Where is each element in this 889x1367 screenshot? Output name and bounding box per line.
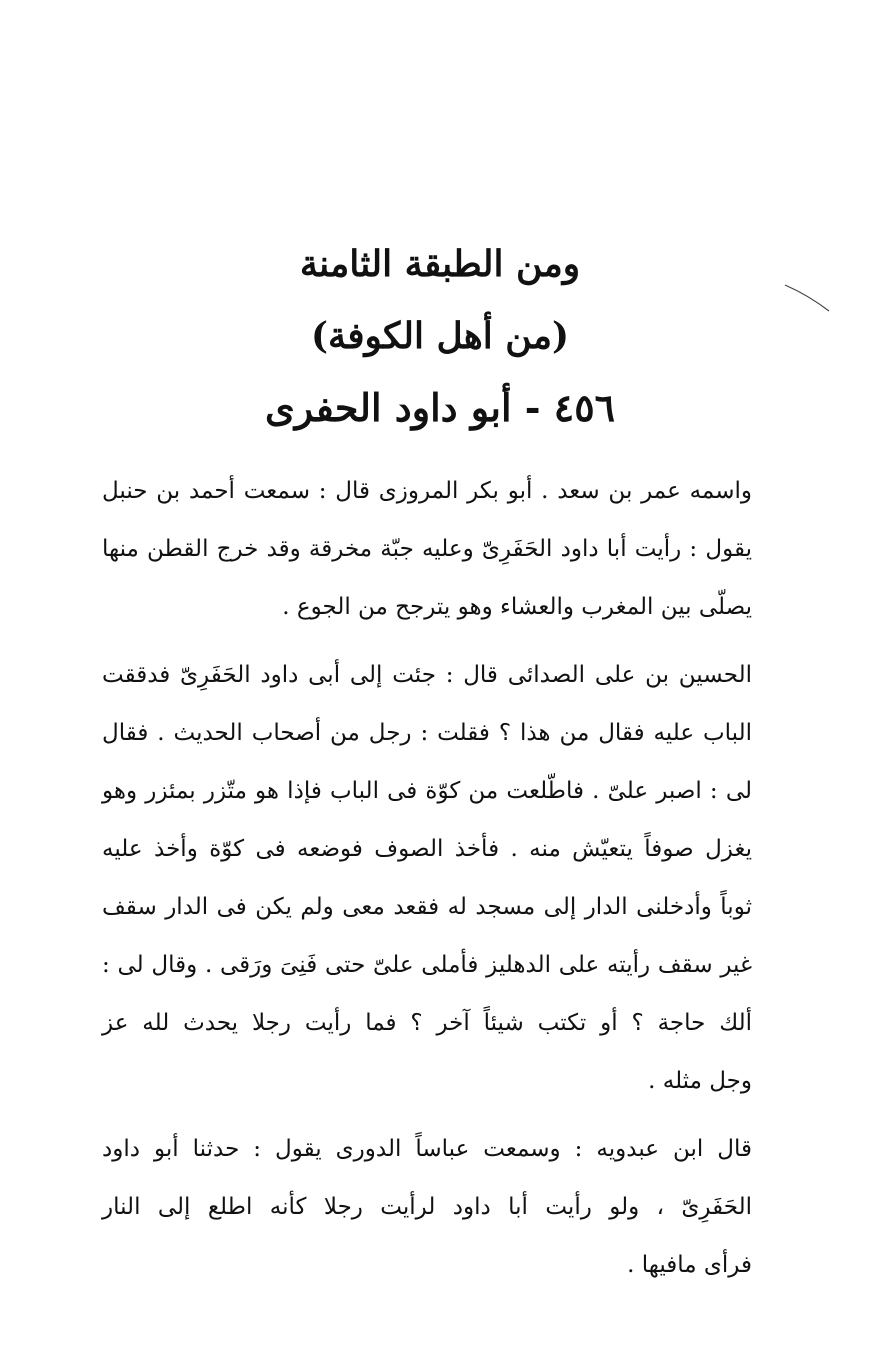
text-line: واسمه عمر بن سعد . أبو بكر المروزى قال : سمعت أحمد بن حنبل [102, 478, 752, 504]
paragraph [102, 462, 752, 636]
stray-pen-mark [783, 283, 833, 313]
text-line: فرأى مافيها . [627, 1252, 752, 1278]
text-line: ألك حاجة ؟ أو تكتب شيئاً آخر ؟ فما رأيت رجلا يحدث لله عز [102, 1010, 752, 1036]
section-heading: ومن الطبقة الثامنة [299, 243, 581, 285]
entry-title: ٤٥٦ - أبو داود الحفرى [264, 385, 616, 430]
text-line: يصلّى بين المغرب والعشاء وهو يترجح من الجوع . [282, 594, 752, 620]
text-line: الحَفَرِىّ ، ولو رأيت أبا داود لرأيت رجلا كأنه اطلع إلى النار [102, 1194, 752, 1220]
heading-block [180, 228, 700, 444]
body-text [102, 462, 752, 1294]
text-line: وجل مثله . [648, 1068, 752, 1094]
section-subheading: (من أهل الكوفة) [310, 315, 570, 357]
text-line: ثوباً وأدخلنى الدار إلى مسجد له فقعد معى ولم يكن فى الدار سقف [102, 894, 752, 920]
paragraph [102, 1120, 752, 1294]
text-line: يقول : رأيت أبا داود الحَفَرِىّ وعليه جبّة مخرقة وقد خرج القطن منها [102, 536, 752, 562]
text-line: غير سقف رأيته على الدهليز فأملى علىّ حتى فَنِىَ ورَقى . وقال لى : [102, 952, 752, 978]
paragraph [102, 646, 752, 1110]
text-line: يغزل صوفاً يتعيّش منه . فأخذ الصوف فوضعه فى كوّة وأخذ عليه [102, 836, 752, 862]
text-line: لى : اصبر علىّ . فاطّلعت من كوّة فى الباب فإذا هو متّزر بمئزر وهو [102, 778, 752, 804]
text-line: قال ابن عبدويه : وسمعت عباساً الدورى يقول : حدثنا أبو داود [102, 1136, 752, 1162]
text-line: الحسين بن على الصدائى قال : جئت إلى أبى داود الحَفَرِىّ فدققت [102, 662, 752, 688]
text-line: الباب عليه فقال من هذا ؟ فقلت : رجل من أصحاب الحديث . فقال [102, 720, 752, 746]
